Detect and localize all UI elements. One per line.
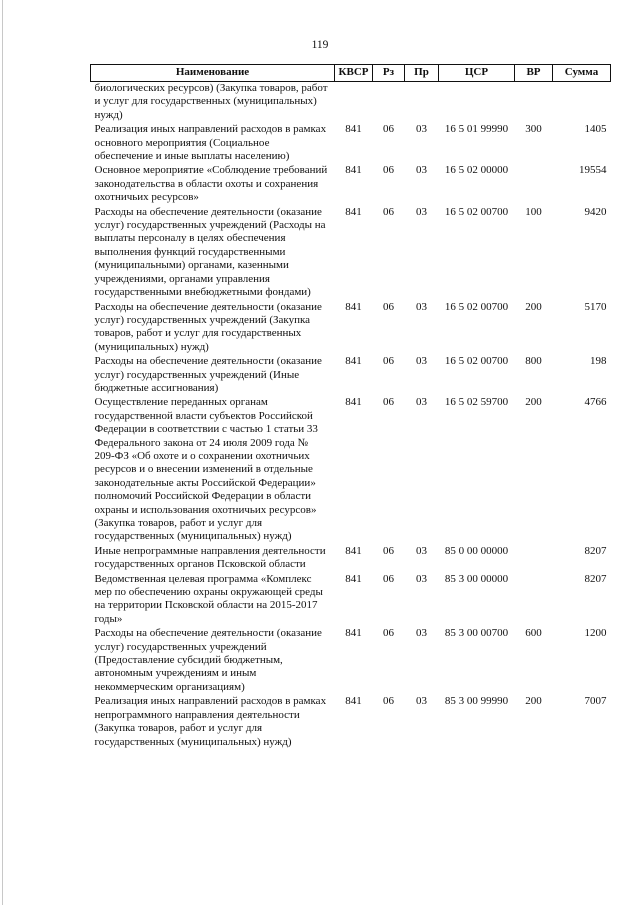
cell-vr bbox=[515, 573, 553, 628]
cell-name: Иные непрограммные направления деятельности государственных органов Псковской области bbox=[94, 544, 326, 571]
table-header bbox=[91, 65, 611, 82]
table-row bbox=[91, 206, 611, 301]
cell-name: Осуществление переданных органам государственной власти субъектов Российской Федерации в соответствии с частью 1 статьи 33 Федерального закона от 24 июля 2009 года № 209-ФЗ «Об охоте и о сохранении охотничьих ресурсов и о внесении изменений в отдельные законодательные акты Российской Федерации» полномочий Российской Федерации в области охраны и использования охотничьих ресурсов» (Закупка товаров, работ и услуг для государственных (муниципальных) нужд) bbox=[94, 396, 318, 543]
cell-rz: 06 bbox=[383, 627, 394, 640]
cell-pr: 03 bbox=[416, 123, 427, 136]
cell-pr: 03 bbox=[416, 572, 427, 585]
cell-csr: 85 0 00 00000 bbox=[444, 544, 509, 557]
cell-sum: 8207 bbox=[584, 572, 607, 585]
cell-rz: 06 bbox=[383, 164, 394, 177]
table-row bbox=[91, 355, 611, 396]
cell-csr: 16 5 02 00000 bbox=[444, 164, 509, 177]
cell-name: Основное мероприятие «Соблюдение требований законодательства в области охоты и сохранения охотничьих ресурсов» bbox=[94, 164, 328, 204]
cell-csr bbox=[439, 82, 515, 124]
cell-pr: 03 bbox=[416, 205, 427, 218]
cell-pr: 03 bbox=[416, 695, 427, 708]
cell-rz: 06 bbox=[383, 205, 394, 218]
header-pr: Пр bbox=[405, 65, 439, 82]
cell-sum: 8207 bbox=[584, 544, 607, 557]
table-row bbox=[91, 627, 611, 695]
cell-sum bbox=[553, 82, 611, 124]
cell-vr bbox=[515, 164, 553, 205]
cell-csr: 16 5 02 00700 bbox=[444, 300, 509, 313]
cell-pr: 03 bbox=[416, 544, 427, 557]
header-row bbox=[91, 65, 611, 82]
cell-sum: 5170 bbox=[584, 300, 607, 313]
cell-rz: 06 bbox=[383, 355, 394, 368]
cell-pr bbox=[405, 82, 439, 124]
cell-kvsr: 841 bbox=[345, 572, 362, 585]
cell-csr: 85 3 00 00000 bbox=[444, 572, 509, 585]
table-row bbox=[91, 164, 611, 205]
cell-kvsr: 841 bbox=[345, 123, 362, 136]
table-row bbox=[91, 123, 611, 164]
header-sum: Сумма bbox=[553, 65, 611, 82]
cell-vr: 100 bbox=[525, 205, 542, 218]
cell-pr: 03 bbox=[416, 355, 427, 368]
cell-name: Ведомственная целевая программа «Комплекс мер по обеспечению охраны окружающей среды на территории Псковской области на 2015-2017 годы» bbox=[94, 572, 323, 625]
cell-sum: 7007 bbox=[584, 695, 607, 708]
cell-csr: 16 5 01 99990 bbox=[444, 123, 509, 136]
cell-vr: 200 bbox=[525, 300, 542, 313]
table-row bbox=[91, 396, 611, 544]
cell-sum: 1405 bbox=[584, 123, 607, 136]
cell-rz: 06 bbox=[383, 695, 394, 708]
budget-table bbox=[90, 64, 611, 750]
table-row bbox=[91, 545, 611, 573]
cell-kvsr bbox=[335, 82, 373, 124]
cell-sum: 19554 bbox=[579, 164, 607, 177]
cell-rz: 06 bbox=[383, 572, 394, 585]
cell-vr: 200 bbox=[525, 396, 542, 409]
scan-edge bbox=[2, 0, 3, 905]
cell-name: Расходы на обеспечение деятельности (оказание услуг) государственных учреждений (Предоставление субсидий бюджетным, автономным учреждениям и иным некоммерческим организациям) bbox=[94, 627, 322, 693]
cell-vr: 800 bbox=[525, 355, 542, 368]
cell-name: Расходы на обеспечение деятельности (оказание услуг) государственных учреждений (Иные бюджетные ассигнования) bbox=[94, 355, 322, 394]
header-csr: ЦСР bbox=[439, 65, 515, 82]
cell-vr: 200 bbox=[525, 695, 542, 708]
cell-rz: 06 bbox=[383, 544, 394, 557]
cell-rz: 06 bbox=[383, 300, 394, 313]
cell-kvsr: 841 bbox=[345, 627, 362, 640]
table-body bbox=[91, 82, 611, 750]
table-row bbox=[91, 301, 611, 356]
cell-name: биологических ресурсов) (Закупка товаров, работ и услуг для государственных (муниципальных) нужд) bbox=[94, 82, 328, 121]
cell-name: Расходы на обеспечение деятельности (оказание услуг) государственных учреждений (Расходы на выплаты персоналу в целях обеспечения выполнения функций государственными (муниципальными) органами, казенными учреждениями, органами управления государственными внебюджетными фондами) bbox=[94, 205, 326, 299]
cell-vr: 600 bbox=[525, 627, 542, 640]
cell-pr: 03 bbox=[416, 396, 427, 409]
cell-csr: 85 3 00 00700 bbox=[444, 627, 509, 640]
cell-kvsr: 841 bbox=[345, 205, 362, 218]
cell-csr: 16 5 02 00700 bbox=[444, 205, 509, 218]
cell-sum: 1200 bbox=[584, 627, 607, 640]
header-rz: Рз bbox=[373, 65, 405, 82]
table-row bbox=[91, 695, 611, 750]
cell-pr: 03 bbox=[416, 164, 427, 177]
cell-vr bbox=[515, 545, 553, 573]
cell-vr: 300 bbox=[525, 123, 542, 136]
header-name: Наименование bbox=[91, 65, 335, 82]
cell-kvsr: 841 bbox=[345, 164, 362, 177]
cell-sum: 4766 bbox=[584, 396, 607, 409]
cell-rz: 06 bbox=[383, 123, 394, 136]
table-row bbox=[91, 573, 611, 628]
cell-pr: 03 bbox=[416, 300, 427, 313]
cell-name: Реализация иных направлений расходов в рамках основного мероприятия (Социальное обеспечение и иные выплаты населению) bbox=[94, 123, 327, 163]
cell-sum: 9420 bbox=[584, 205, 607, 218]
cell-kvsr: 841 bbox=[345, 396, 362, 409]
cell-kvsr: 841 bbox=[345, 544, 362, 557]
cell-kvsr: 841 bbox=[345, 300, 362, 313]
cell-csr: 85 3 00 99990 bbox=[444, 695, 509, 708]
page-number: 119 bbox=[311, 39, 329, 51]
cell-vr bbox=[515, 82, 553, 124]
cell-kvsr: 841 bbox=[345, 355, 362, 368]
table-row bbox=[91, 82, 611, 124]
header-kvsr: КВСР bbox=[335, 65, 373, 82]
cell-pr: 03 bbox=[416, 627, 427, 640]
cell-sum: 198 bbox=[590, 355, 607, 368]
cell-name: Расходы на обеспечение деятельности (оказание услуг) государственных учреждений (Закупка товаров, работ и услуг для государственных (муниципальных) нужд) bbox=[94, 300, 322, 353]
cell-name: Реализация иных направлений расходов в рамках непрограммного направления деятельности (Закупка товаров, работ и услуг для государственных (муниципальных) нужд) bbox=[94, 695, 327, 748]
cell-rz: 06 bbox=[383, 396, 394, 409]
cell-rz bbox=[373, 82, 405, 124]
cell-kvsr: 841 bbox=[345, 695, 362, 708]
cell-csr: 16 5 02 59700 bbox=[444, 396, 509, 409]
header-vr: ВР bbox=[515, 65, 553, 82]
cell-csr: 16 5 02 00700 bbox=[444, 355, 509, 368]
